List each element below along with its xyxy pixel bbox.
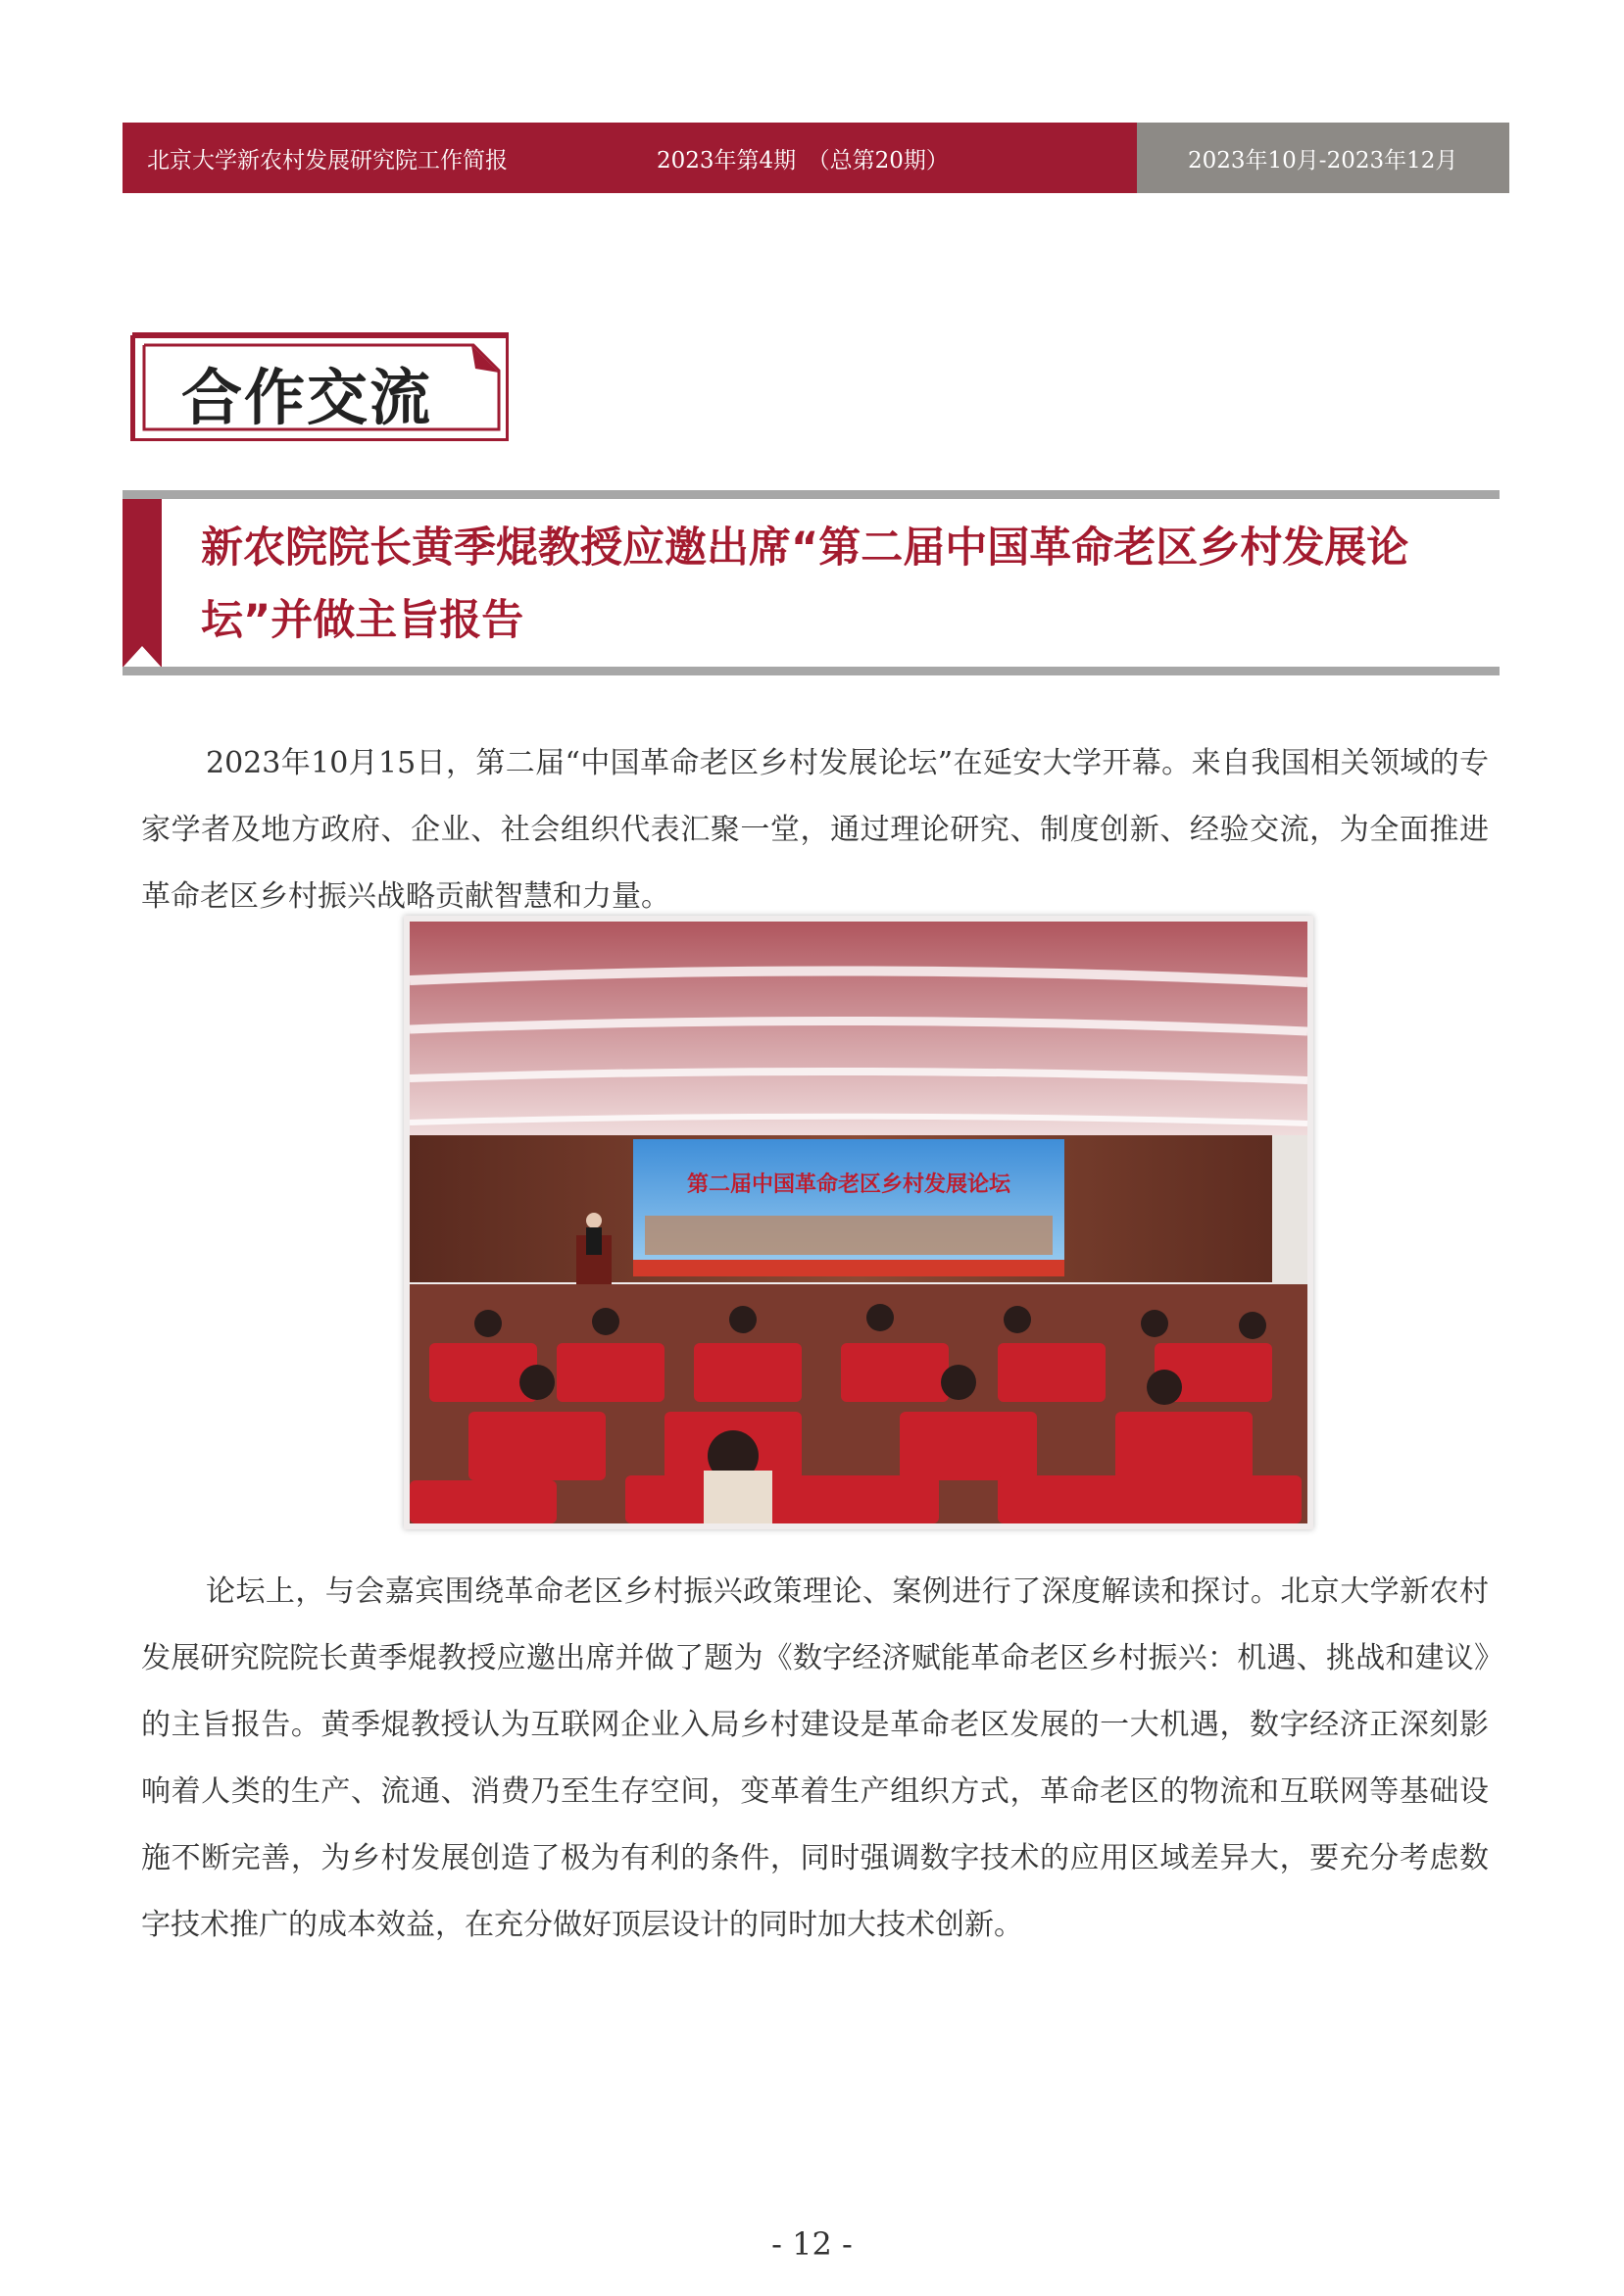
article-title: 新农院院长黄季焜教授应邀出席“第二届中国革命老区乡村发展论坛”并做主旨报告 [201, 524, 1409, 645]
article-paragraph-1: 2023年10月15日，第二届“中国革命老区乡村发展论坛”在延安大学开幕。来自我国相关领域的专家学者及地方政府、企业、社会组织代表汇聚一堂，通过理论研究、制度创新、经验交流，为全面推进革命老区乡村振兴战略贡献智慧和力量。 [141, 746, 1489, 914]
section-title: 合作交流 [181, 362, 433, 433]
forum-hall-image [410, 922, 1307, 1523]
title-bottom-rule [123, 667, 1500, 675]
title-top-rule [123, 490, 1500, 499]
forum-photo [404, 916, 1313, 1529]
issue-number: 2023年第4期 （总第20期） [657, 147, 949, 174]
article-paragraph-2: 论坛上，与会嘉宾围绕革命老区乡村振兴政策理论、案例进行了深度解读和探讨。北京大学新农村发展研究院院长黄季焜教授应邀出席并做了题为《数字经济赋能革命老区乡村振兴：机遇、挑战和建议》的主旨报告。黄季焜教授认为互联网企业入局乡村建设是革命老区发展的一大机遇，数字经济正深刻影响着人类的生产、流通、消费乃至生存空间，变革着生产组织方式，革命老区的物流和互联网等基础设施不断完善，为乡村发展创造了极为有利的条件，同时强调数字技术的应用区域差异大，要充分考虑数字技术推广的成本效益，在充分做好顶层设计的同时加大技术创新。 [141, 1574, 1489, 1942]
section-badge [130, 331, 509, 441]
header-red-band [123, 123, 1137, 193]
header-period: 2023年10月-2023年12月 [1137, 123, 1509, 193]
publication-name: 北京大学新农村发展研究院工作简报 [147, 147, 508, 174]
page-number: - 12 - [771, 2225, 853, 2263]
page-header [123, 123, 1509, 193]
screen-banner-text: 第二届中国革命老区乡村发展论坛 [686, 1172, 1011, 1197]
bookmark-ribbon-icon [123, 499, 162, 668]
